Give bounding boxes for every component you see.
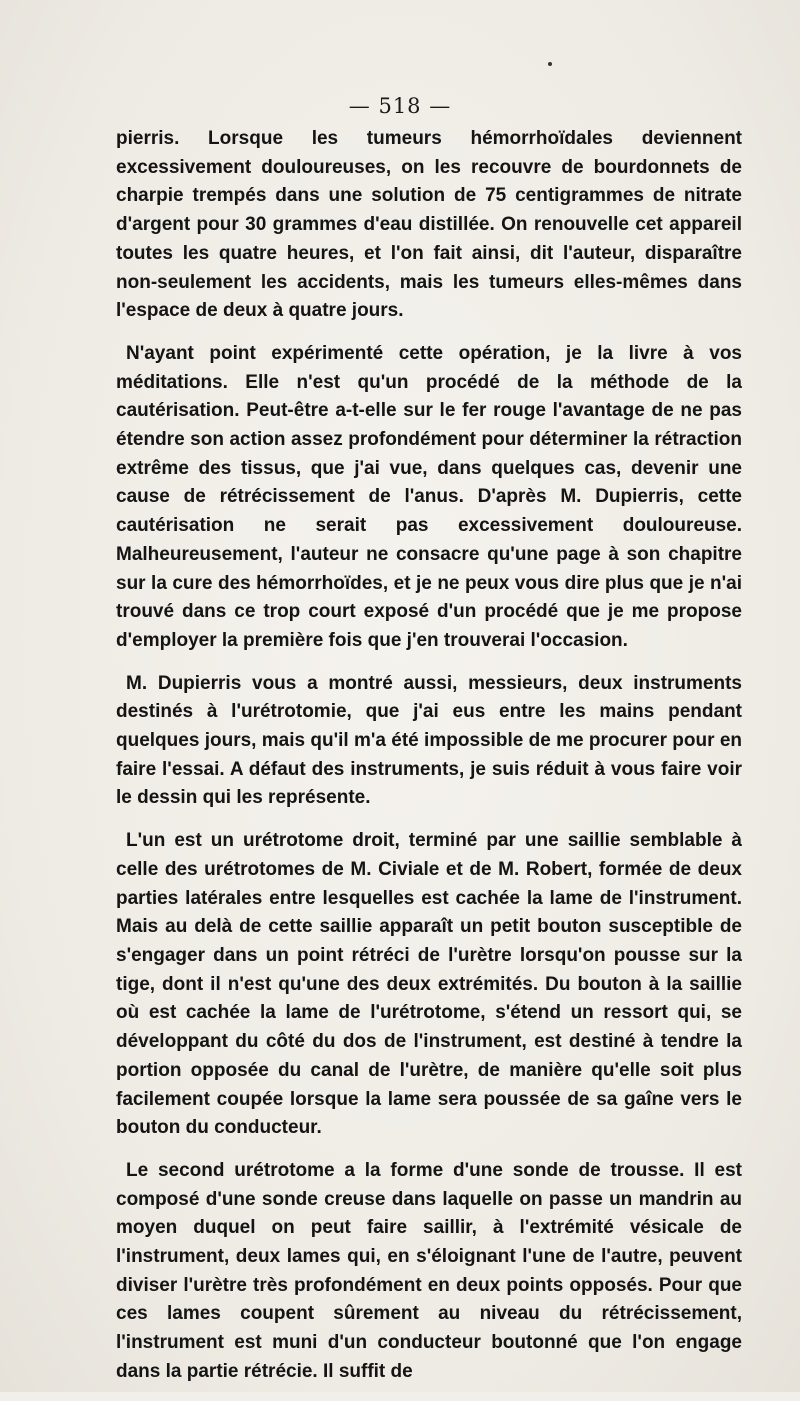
paragraph-1: pierris. Lorsque les tumeurs hémorrhoïdales deviennent excessivement douloureuses, on les recouvre de bourdonnets de charpie trempés dans une solution de 75 centigrammes de nitrate d'argent pour 30 grammes d'eau distillée. On renouvelle cet appareil toutes les quatre heures, et l'on fait ainsi, dit l'auteur, disparaître non-seulement les accidents, mais les tumeurs elles-mêmes dans l'espace de deux à quatre jours.: [116, 128, 742, 322]
body-text: [116, 125, 742, 1401]
paragraph-3: M. Dupierris vous a montré aussi, messieurs, deux instruments destinés à l'urétrotomie, que j'ai eus entre les mains pendant quelques jours, mais qu'il m'a été impossible de me procurer pour en faire l'essai. A défaut des instruments, je suis réduit à vous faire voir le dessin qui les représente.: [116, 672, 742, 809]
ink-speck: [548, 62, 552, 66]
page-number: — 518 —: [348, 94, 452, 118]
paragraph-2: N'ayant point expérimenté cette opération, je la livre à vos méditations. Elle n'est qu'un procédé de la méthode de la cautérisation. Peut-être a-t-elle sur le fer rouge l'avantage de ne pas étendre son action assez profondément pour déterminer la rétraction extrême des tissus, que j'ai vue, dans quelques cas, devenir une cause de rétrécissement de l'anus. D'après M. Dupierris, cette cautérisation ne serait pas excessivement douloureuse. Malheureusement, l'auteur ne consacre qu'une page à son chapitre sur la cure des hémorrhoïdes, et je ne peux vous dire plus que je n'ai trouvé dans ce trop court exposé d'un procédé que je me propose d'employer la première fois que j'en trouverai l'occasion.: [116, 342, 742, 651]
paragraph-4: L'un est un urétrotome droit, terminé par une saillie semblable à celle des urétrotomes de M. Civiale et de M. Robert, formée de deux parties latérales entre lesquelles est cachée la lame de l'instrument. Mais au delà de cette saillie apparaît un petit bouton susceptible de s'engager dans un point rétréci de l'urètre lorsqu'on pousse sur la tige, dont il n'est qu'une des deux extrémités. Du bouton à la saillie où est cachée la lame de l'urétrotome, s'étend un ressort qui, se développant du côté du dos de l'instrument, est destiné à tendre la portion opposée du canal de l'urètre, de manière qu'elle soit plus facilement coupée lorsque la lame sera poussée de sa gaîne vers le bouton du conducteur.: [116, 830, 742, 1139]
paragraph-5: Le second urétrotome a la forme d'une sonde de trousse. Il est composé d'une sonde creuse dans laquelle on passe un mandrin au moyen duquel on peut faire saillir, à l'extrémité vésicale de l'instrument, deux lames qui, en s'éloignant l'une de l'autre, peuvent diviser l'urètre très profondément en deux points opposés. Pour que ces lames coupent sûrement au niveau du rétrécissement, l'instrument est muni d'un conducteur boutonné que l'on engage dans la partie rétrécie. Il suffit de: [116, 1159, 742, 1382]
